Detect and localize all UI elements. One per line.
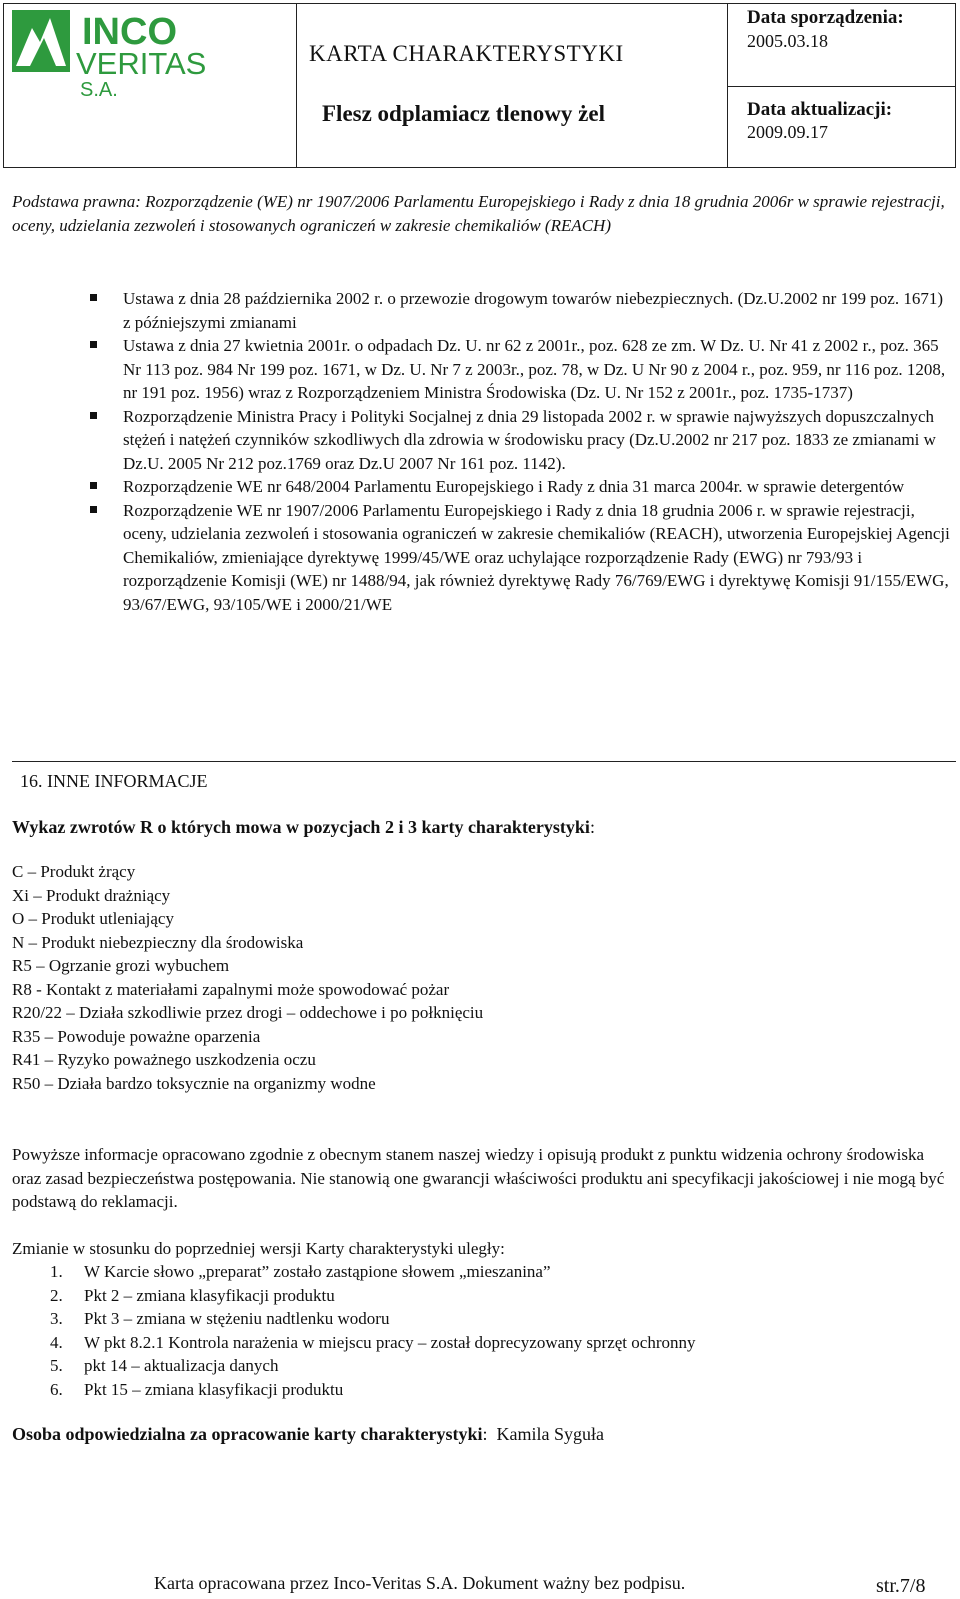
list-item bbox=[90, 334, 950, 405]
r-phrases-heading bbox=[12, 816, 595, 840]
r-phrases-heading-colon: : bbox=[589, 817, 595, 837]
section-title: 16. INNE INFORMACJE bbox=[20, 771, 208, 791]
regulation-text: Rozporządzenie Ministra Pracy i Polityki Socjalnej z dnia 29 listopada 2002 r. w sprawie najwyższych dopuszczalnych stężeń i natężeń czynników szkodliwych dla zdrowia w środowisku pracy (Dz.U.2002 nr 217 poz. 1833 ze zmianami w Dz.U. 2005 Nr 212 poz.1769 oraz Dz.U 2007 Nr 161 poz. 1142). bbox=[123, 406, 936, 473]
change-text: Pkt 2 – zmiana klasyfikacji produktu bbox=[84, 1285, 335, 1305]
r-phrase-item: R50 – Działa bardzo toksycznie na organizmy wodne bbox=[12, 1073, 376, 1093]
document-title: KARTA CHARAKTERYSTYKI bbox=[309, 41, 624, 66]
change-text: pkt 14 – aktualizacja danych bbox=[84, 1356, 279, 1375]
list-item bbox=[90, 287, 950, 334]
change-item bbox=[12, 1354, 695, 1378]
responsible-person bbox=[12, 1423, 604, 1447]
change-item bbox=[12, 1307, 695, 1331]
r-phrase-item: R8 - Kontakt z materiałami zapalnymi może spowodować pożar bbox=[12, 979, 450, 999]
logo-text-mid: VERITAS bbox=[76, 46, 206, 81]
r-phrase-item: Xi – Produkt drażniący bbox=[12, 885, 171, 905]
r-phrase-item: R41 – Ryzyko poważnego uszkodzenia oczu bbox=[12, 1050, 316, 1069]
change-item bbox=[12, 1284, 695, 1308]
created-date-label: Data sporządzenia: bbox=[747, 7, 904, 28]
regulation-text: Ustawa z dnia 27 kwietnia 2001r. o odpadach Dz. U. nr 62 z 2001r., poz. 628 ze zm. W Dz. U. Nr 41 z 2002 r., poz. 365 Nr 113 poz. 984 Nr 199 poz. 1671, w Dz. U. Nr 7 z 2003r., poz. 78, w Dz. U Nr 90 z 2004 r., poz. 959, nr 116 poz. 1208, nr 191 poz. 1956) wraz z Rozporządzeniem Ministra Środowiska (Dz. U. Nr 152 z 2001r., poz. 1735-1737) bbox=[123, 336, 946, 402]
footer-text: Karta opracowana przez Inco-Veritas S.A. Dokument ważny bez podpisu. bbox=[154, 1573, 686, 1593]
r-phrase-item: N – Produkt niebezpieczny dla środowiska bbox=[12, 932, 304, 952]
regulation-text: Rozporządzenie WE nr 1907/2006 Parlamentu Europejskiego i Rady z dnia 18 grudnia 2006 r. w sprawie rejestracji, oceny, udzielania zezwoleń i stosowania ograniczeń w zakresie chemikaliów (REACH), utworzenia Europejskiej Agencji Chemikaliów, zmieniające dyrektywę 1999/45/WE oraz uchylające rozporządzenie Rady (EWG) nr 793/93 i rozporządzenie Komisji (WE) nr 1488/94, jak również dyrektywę Rady 76/769/EWG i dyrektywę Komisji 91/155/EWG, 93/67/EWG, 93/105/WE i 2000/21/WE bbox=[123, 500, 950, 614]
change-item bbox=[12, 1378, 695, 1402]
change-text: Pkt 3 – zmiana w stężeniu nadtlenku wodoru bbox=[84, 1309, 390, 1328]
change-number: 4. bbox=[50, 1332, 63, 1352]
bullet-icon bbox=[90, 341, 97, 348]
change-number: 3. bbox=[50, 1309, 63, 1328]
change-number: 1. bbox=[50, 1262, 63, 1281]
change-item bbox=[12, 1260, 695, 1284]
info-paragraph: Powyższe informacje opracowano zgodnie z obecnym stanem naszej wiedzy i opisują produkt z punktu widzenia ochrony środowiska oraz zasad bezpieczeństwa postępowania. Nie stanowią one gwarancji właściwości produktu ani specyfikacji jakościowej i nie mogą być podstawą do reklamacji. bbox=[12, 1145, 945, 1211]
bullet-icon bbox=[90, 506, 97, 513]
regulation-text: Ustawa z dnia 28 października 2002 r. o przewozie drogowym towarów niebezpiecznych. (Dz.U.2002 nr 199 poz. 1671) z późniejszymi zmianami bbox=[123, 289, 943, 332]
responsible-separator: : bbox=[482, 1424, 488, 1444]
section-divider bbox=[12, 761, 956, 762]
change-text: W Karcie słowo „preparat” zostało zastąpione słowem „mieszanina” bbox=[84, 1262, 551, 1281]
bullet-icon bbox=[90, 294, 97, 301]
change-number: 2. bbox=[50, 1285, 63, 1305]
r-phrases-list bbox=[12, 860, 483, 1095]
page-number: str.7/8 bbox=[876, 1575, 926, 1597]
change-text: W pkt 8.2.1 Kontrola narażenia w miejscu pracy – został doprecyzowany sprzęt ochronny bbox=[84, 1332, 696, 1352]
r-phrases-heading-text: Wykaz zwrotów R o których mowa w pozycjach 2 i 3 karty charakterystyki bbox=[12, 817, 590, 837]
updated-date-value: 2009.09.17 bbox=[747, 122, 828, 142]
product-name: Flesz odplamiacz tlenowy żel bbox=[322, 101, 605, 126]
change-text: Pkt 15 – zmiana klasyfikacji produktu bbox=[84, 1379, 344, 1399]
updated-date-label: Data aktualizacji: bbox=[747, 99, 893, 120]
r-phrase-item: C – Produkt żrący bbox=[12, 862, 136, 881]
r-phrase-item: R35 – Powoduje poważne oparzenia bbox=[12, 1026, 261, 1046]
created-date-value: 2005.03.18 bbox=[747, 31, 828, 51]
bullet-icon bbox=[90, 482, 97, 489]
regulation-text: Rozporządzenie WE nr 648/2004 Parlamentu Europejskiego i Rady z dnia 31 marca 2004r. w sprawie detergentów bbox=[123, 477, 905, 496]
header-divider bbox=[727, 86, 955, 87]
responsible-name: Kamila Syguła bbox=[496, 1424, 604, 1444]
changes-list bbox=[12, 1260, 695, 1401]
bullet-icon bbox=[90, 412, 97, 419]
regulations-list bbox=[90, 287, 950, 616]
list-item bbox=[90, 499, 950, 617]
logo-text-top: INCO bbox=[82, 11, 177, 53]
r-phrase-item: R5 – Ogrzanie grozi wybuchem bbox=[12, 956, 230, 975]
header-table bbox=[3, 3, 956, 168]
responsible-label: Osoba odpowiedzialna za opracowanie karty charakterystyki bbox=[12, 1424, 483, 1444]
header-divider bbox=[296, 4, 297, 167]
logo-text-bottom: S.A. bbox=[80, 79, 118, 100]
legal-basis: Podstawa prawna: Rozporządzenie (WE) nr 1907/2006 Parlamentu Europejskiego i Rady z dnia 18 grudnia 2006r w sprawie rejestracji, oceny, udzielania zezwoleń i stosowanych ograniczeń w zakresie chemikaliów (REACH) bbox=[12, 192, 945, 235]
change-item bbox=[12, 1331, 695, 1355]
change-number: 5. bbox=[50, 1356, 63, 1375]
changes-lead: Zmianie w stosunku do poprzedniej wersji Karty charakterystyki uległy: bbox=[12, 1239, 505, 1258]
inco-veritas-logo bbox=[10, 8, 206, 100]
list-item bbox=[90, 475, 950, 499]
r-phrase-item: O – Produkt utleniający bbox=[12, 909, 174, 928]
list-item bbox=[90, 405, 950, 476]
r-phrase-item: R20/22 – Działa szkodliwie przez drogi – oddechowe i po połknięciu bbox=[12, 1003, 484, 1022]
change-number: 6. bbox=[50, 1379, 63, 1399]
